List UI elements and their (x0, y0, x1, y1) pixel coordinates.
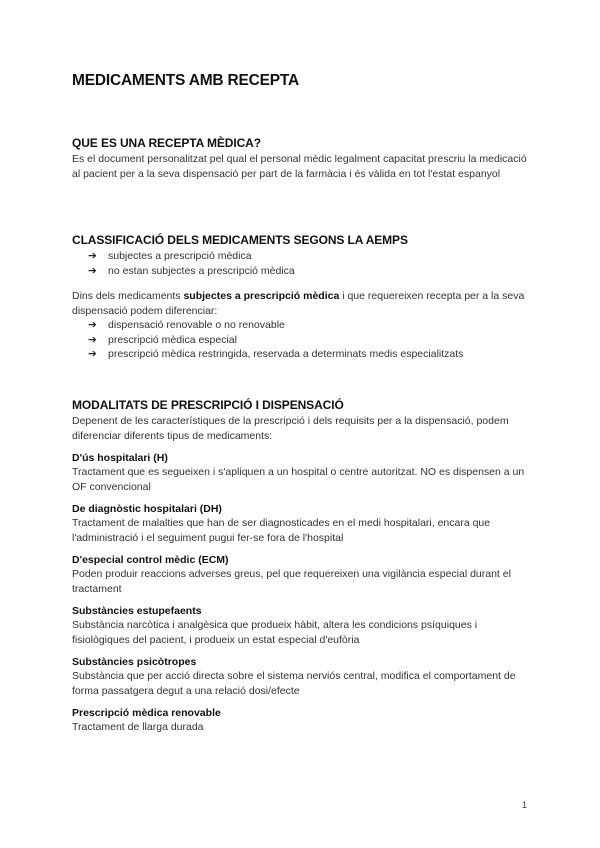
list-item: ➔ dispensació renovable o no renovable (88, 319, 285, 331)
bullet-list (72, 249, 532, 278)
list-item: ➔ prescripció mèdica especial (88, 333, 237, 346)
modality-definition: Tractament de malalties que han de ser diagnosticades en el medi hospitalari, encara que l'administració i el seguiment pugui fer-se fora de l'hospital (72, 517, 491, 544)
modality-item (72, 553, 532, 596)
modality-term: D'especial control mèdic (ECM) (72, 554, 229, 566)
modality-item (72, 706, 532, 735)
section-classification (72, 233, 532, 362)
section-what-is-prescription (72, 136, 532, 181)
section-heading: QUE ES UNA RECEPTA MÈDICA? (72, 136, 261, 150)
section-paragraph: Dins dels medicaments subjectes a prescripció mèdica i que requereixen recepta per a la seva dispensació podem diferenciar: (72, 290, 525, 317)
arrow-icon: ➔ (88, 319, 97, 331)
section-intro: Depenent de les característiques de la prescripció i dels requisits per a la dispensació, podem diferenciar diferents tipus de medicaments: (72, 415, 509, 442)
modality-definition: Poden produir reaccions adverses greus, pel que requereixen una vigilància especial durant el tractament (72, 568, 511, 595)
modality-item (72, 604, 532, 647)
modality-term: D'ús hospitalari (H) (72, 452, 168, 464)
arrow-icon: ➔ (88, 333, 97, 346)
modality-term: Substàncies estupefaents (72, 605, 202, 617)
list-item: ➔ subjectes a prescripció mèdica (88, 250, 252, 262)
modality-definition: Tractament de llarga durada (72, 721, 204, 733)
page-title: MEDICAMENTS AMB RECEPTA (72, 72, 300, 89)
list-item: ➔ prescripció mèdica restringida, reservada a determinats medis especialitzats (88, 348, 464, 360)
bullet-list (72, 318, 532, 362)
modality-definition: Tractament que es segueixen i s'apliquen a un hospital o centre autoritzat. NO es dispensen a un OF convencional (72, 466, 525, 493)
arrow-icon: ➔ (88, 250, 97, 262)
modality-definition: Substància narcòtica i analgèsica que produeix hàbit, altera les condicions psíquiques i fisiològiques del pacient, i produeix un estat especial d'eufòria (72, 619, 478, 646)
section-heading: MODALITATS DE PRESCRIPCIÓ I DISPENSACIÓ (72, 398, 344, 412)
arrow-icon: ➔ (88, 264, 97, 277)
section-modalities (72, 398, 532, 743)
section-heading: CLASSIFICACIÓ DELS MEDICAMENTS SEGONS LA AEMPS (72, 233, 408, 247)
modality-definition: Substància que per acció directa sobre el sistema nerviós central, modifica el comportament de forma passatgera degut a una relació dosi/efecte (72, 670, 516, 697)
modality-term: Prescripció mèdica renovable (72, 707, 221, 719)
section-text: Es el document personalitzat pel qual el personal mèdic legalment capacitat prescriu la medicació al pacient per a la seva dispensació per part de la farmàcia i és vàlida en tot l'estat espanyol (72, 153, 527, 180)
modality-item (72, 451, 532, 494)
modality-item (72, 502, 532, 545)
page-number: 1 (521, 800, 527, 810)
modality-term: De diagnòstic hospitalari (DH) (72, 503, 222, 515)
arrow-icon: ➔ (88, 348, 97, 360)
list-item: ➔ no estan subjectes a prescripció mèdica (88, 264, 295, 277)
modality-term: Substàncies psicòtropes (72, 656, 197, 668)
modality-item (72, 655, 532, 698)
